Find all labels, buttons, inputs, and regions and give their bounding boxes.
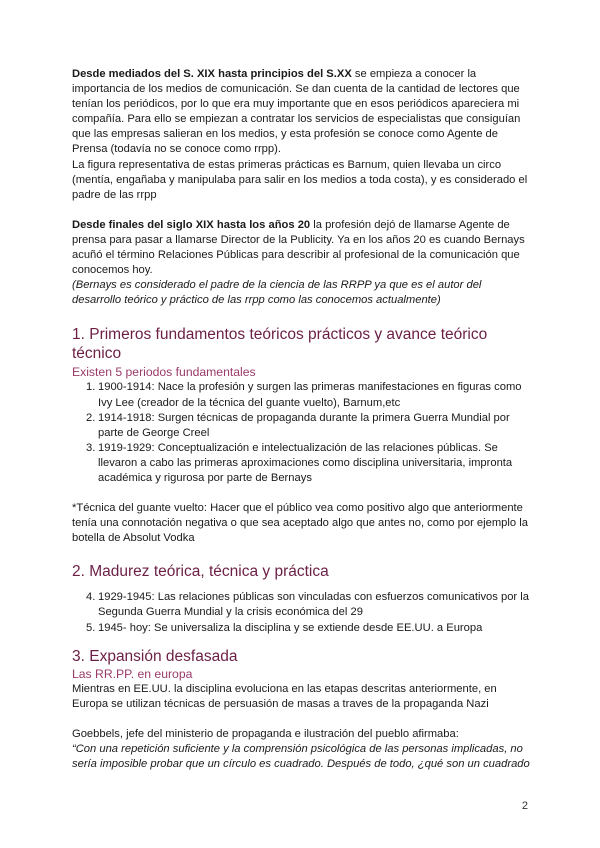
section1-subheading: Existen 5 periodos fundamentales: [72, 365, 256, 380]
list-text: 1929-1945: Las relaciones públicas son vinculadas con esfuerzos comunicativos por la Segunda Guerra Mundial y la crisis económica del 29: [98, 591, 529, 619]
section3-subheading: Las RR.PP. en europa: [72, 666, 193, 681]
list-number: 1.: [86, 381, 96, 394]
document-page: [72, 67, 532, 772]
list-number: 4.: [86, 591, 96, 604]
paragraph-text: se empieza a conocer la importancia de los medios de comunicación. Se dan cuenta de la cantidad de lectores que tenían los periódicos, por lo que era muy importante que en esos periódicos apareciera mi compañía. Para ello se empiezan a contratar los servicios de especialistas que consiguían que las empresas salieran en los medios, y esta profesión se conoce como Agente de Prensa (todavía no se conoce como rrpp).: [72, 68, 521, 156]
page-number: 2: [521, 800, 528, 812]
list-item: [72, 621, 532, 636]
section3-heading: 3. Expansión desfasada: [72, 647, 238, 665]
paragraph-lead: Desde finales del siglo XIX hasta los años 20: [72, 218, 311, 231]
goebbels-quote: “Con una repetición suficiente y la comprensión psicológica de las personas implicadas, no sería imposible probar que un círculo es cuadrado. Después de todo, ¿qué son un cuadrado: [72, 742, 530, 770]
section1-heading: 1. Primeros fundamentos teóricos prácticos y avance teórico técnico: [72, 326, 488, 363]
paragraph-guante-vuelto-note: *Técnica del guante vuelto: Hacer que el público vea como positivo algo que anteriormente tenía una connotación negativa o que sea aceptado algo que antes no, como por ejemplo la botella de Absolut Vodka: [72, 502, 528, 545]
list-number: 2.: [86, 411, 96, 424]
list-text: 1900-1914: Nace la profesión y surgen las primeras manifestaciones en figuras como Ivy Lee (creador de la técnica del guante vuelto), Barnum,etc: [98, 381, 522, 409]
list-item: [72, 441, 532, 486]
paragraph-agente-prensa: [72, 67, 532, 158]
list-number: 3.: [86, 441, 96, 454]
paragraph-goebbels: Goebbels, jefe del ministerio de propaganda e ilustración del pueblo afirmaba:: [72, 727, 459, 740]
paragraph-barnum: La figura representativa de estas primeras prácticas es Barnum, quien llevaba un circo (mentía, engañaba y manipulaba para salir en los medios a toda costa), y es considerado el padre de las rrpp: [72, 158, 528, 201]
spacer: [72, 486, 532, 501]
list-text: 1919-1929: Conceptualización e intelectualización de las relaciones públicas. Se llevaron a cabo las primeras aproximaciones como disciplina universitaria, impronta académica y rigurosa por parte de Bernays: [98, 441, 513, 484]
list-text: 1914-1918: Surgen técnicas de propaganda durante la primera Guerra Mundial por parte de George Creel: [98, 411, 510, 439]
list-item: [72, 411, 532, 441]
section2-heading: 2. Madurez teórica, técnica y práctica: [72, 563, 329, 581]
spacer: [72, 203, 532, 218]
paragraph-europa: Mientras en EE.UU. la disciplina evoluciona en las etapas descritas anteriormente, en Europa se utilizan técnicas de persuasión de masas a traves de la propaganda Nazi: [72, 682, 497, 710]
paragraph-text: la profesión dejó de llamarse Agente de prensa para pasar a llamarse Director de la Publicity. Ya en los años 20 es cuando Bernays acuñó el término Relaciones Públicas para describir al profesional de la comunicación que conocemos hoy.: [72, 218, 525, 277]
periods-list: [72, 380, 532, 486]
list-item: [72, 380, 532, 410]
periods-list-continued: [72, 590, 532, 635]
list-text: 1945- hoy: Se universaliza la disciplina y se extiende desde EE.UU. a Europa: [98, 621, 483, 634]
list-number: 5.: [86, 621, 96, 634]
list-item: [72, 590, 532, 620]
paragraph-publicity: [72, 218, 532, 278]
paragraph-bernays-note: (Bernays es considerado el padre de la ciencia de las RRPP ya que es el autor del desarrollo teórico y práctico de las rrpp como las conocemos actualmente): [72, 279, 482, 307]
spacer: [72, 712, 532, 727]
paragraph-lead: Desde mediados del S. XIX hasta principios del S.XX: [72, 68, 352, 80]
